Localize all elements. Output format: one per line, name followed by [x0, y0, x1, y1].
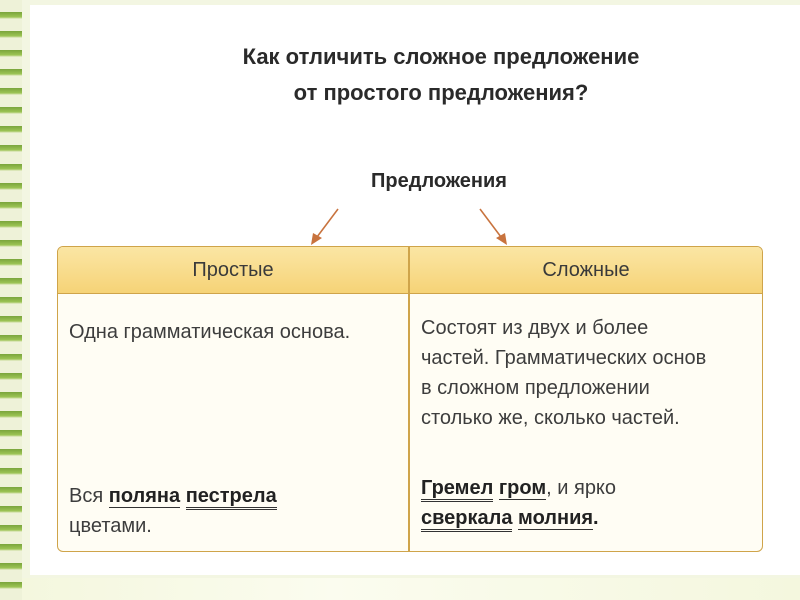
- complex-definition-line: столько же, сколько частей.: [421, 407, 680, 429]
- predicate-word: Гремел: [421, 477, 493, 502]
- header-simple: Простые: [192, 259, 274, 281]
- complex-example: [421, 473, 761, 533]
- title-line-1: Как отличить сложное предложение: [242, 44, 640, 69]
- example-word: Вся: [69, 485, 104, 507]
- simple-example: [69, 481, 399, 541]
- example-word: , и ярко: [546, 477, 617, 499]
- subject-word: поляна: [108, 485, 181, 507]
- arrow-right-line: [480, 209, 501, 237]
- complex-definition: [421, 313, 761, 433]
- arrows: [30, 5, 800, 265]
- complex-definition-line: в сложном предложении: [421, 377, 650, 399]
- root-label: Предложения: [371, 170, 507, 192]
- predicate-word: сверкала: [421, 507, 512, 532]
- example-punctuation: .: [593, 507, 599, 529]
- comparison-table: [57, 246, 763, 552]
- bottom-strip: [22, 578, 800, 600]
- complex-definition-line: частей. Грамматических основ: [421, 347, 707, 369]
- column-divider: [408, 247, 410, 551]
- arrow-left-line: [317, 209, 338, 237]
- title-line-2: от простого предложения?: [293, 80, 589, 105]
- example-word: цветами.: [69, 515, 152, 537]
- subject-word: гром: [498, 477, 547, 499]
- arrow-left-head: [311, 233, 322, 245]
- notebook-binding: [0, 0, 22, 600]
- complex-definition-line: Состоят из двух и более: [421, 317, 649, 339]
- table-header: [58, 247, 762, 294]
- subject-word: молния: [518, 507, 594, 529]
- predicate-word: пестрела: [186, 485, 277, 510]
- arrow-right-head: [496, 233, 507, 245]
- simple-definition: Одна грамматическая основа.: [69, 321, 351, 343]
- header-complex: Сложные: [542, 259, 630, 281]
